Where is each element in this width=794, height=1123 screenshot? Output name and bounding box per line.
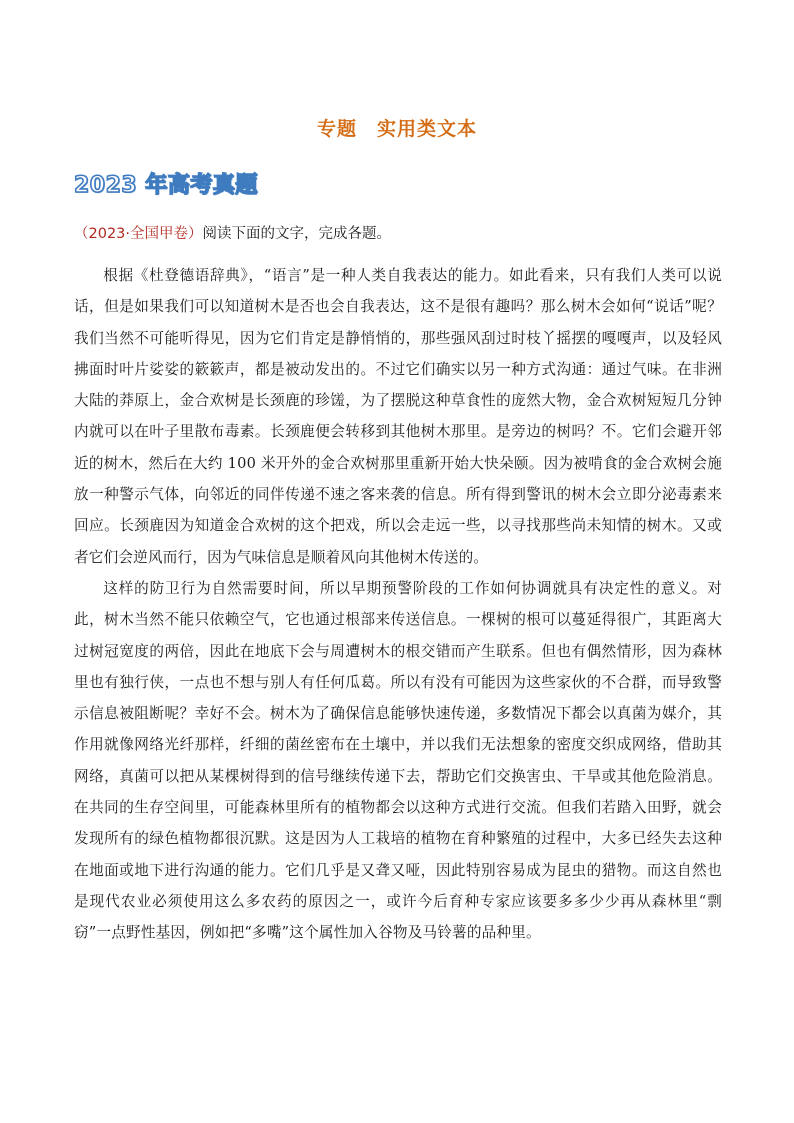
question-instruction: 阅读下面的文字，完成各题。	[202, 226, 392, 242]
question-source: （2023·全国甲卷）	[74, 226, 203, 242]
document-title: 专题 实用类文本	[316, 118, 477, 140]
section-heading: 2023 年高考真题	[74, 173, 258, 198]
paragraph-2: 这样的防卫行为自然需要时间，所以早期预警阶段的工作如何协调就具有决定性的意义。对此，树木当然不能只依赖空气，它也通过根部来传送信息。一棵树的根可以蔓延得很广，其距离大过树冠宽度的两倍，因此在地底下会与周遭树木的根交错而产生联系。但也有偶然情形，因为森林里也有独行侠，一点也不想与别人有任何瓜葛。所以有没有可能因为这些家伙的不合群，而导致警示信息被阻断呢？幸好不会。树木为了确保信息能够快速传递，多数情况下都会以真菌为媒介，其作用就像网络光纤那样，纤细的菌丝密布在土壤中，并以我们无法想象的密度交织成网络，借助其网络，真菌可以把从某棵树得到的信号继续传递下去，帮助它们交换害虫、干旱或其他危险消息。在共同的生存空间里，可能森林里所有的植物都会以这种方式进行交流。但我们若踏入田野，就会发现所有的绿色植物都很沉默。这是因为人工栽培的植物在育种繁殖的过程中，大多已经失去这种在地面或地下进行沟通的能力。它们几乎是又聋又哑，因此特别容易成为昆虫的猎物。而这自然也是现代农业必须使用这么多农药的原因之一，或许今后育种专家应该要多多少少再从森林里“剽窃”一点野性基因，例如把“多嘴”这个属性加入谷物及马铃薯的品种里。	[74, 579, 722, 942]
question-intro	[74, 222, 391, 243]
article-body	[74, 260, 722, 949]
paragraph-1: 根据《杜登德语辞典》，“语言”是一种人类自我表达的能力。如此看来，只有我们人类可以说话，但是如果我们可以知道树木是否也会自我表达，这不是很有趣吗？那么树木会如何“说话”呢？我们当然不可能听得见，因为它们肯定是静悄悄的，那些强风刮过时枝丫摇摆的嘎嘎声，以及轻风拂面时叶片娑娑的簌簌声，都是被动发出的。不过它们确实以另一种方式沟通：通过气味。在非洲大陆的莽原上，金合欢树是长颈鹿的珍馐，为了摆脱这种草食性的庞然大物，金合欢树短短几分钟内就可以在叶子里散布毒素。长颈鹿便会转移到其他树木那里。是旁边的树吗？不。它们会避开邻近的树木，然后在大约 100 米开外的金合欢树那里重新开始大快朵颐。因为被啃食的金合欢树会施放一种警示气体，向邻近的同伴传递不速之客来袭的信息。所有得到警讯的树木会立即分泌毒素来回应。长颈鹿因为知道金合欢树的这个把戏，所以会走远一些，以寻找那些尚未知情的树木。又或者它们会逆风而行，因为气味信息是顺着风向其他树木传送的。	[74, 267, 722, 566]
